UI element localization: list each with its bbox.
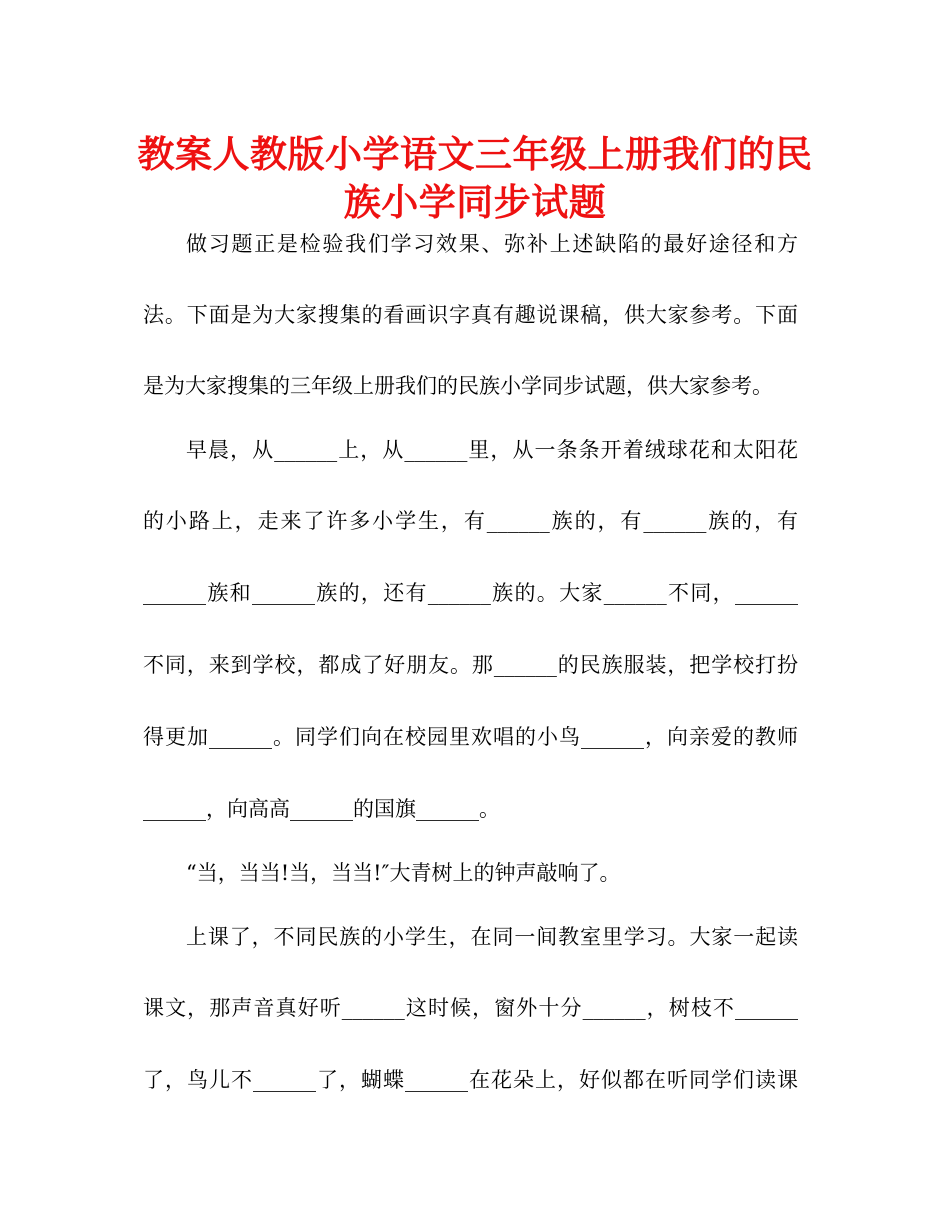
document-title-line-1: 教案人教版小学语文三年级上册我们的民 [137,133,813,176]
paragraph-exercise-line-3: ______族和______族的，还有______族的。大家______不同，______ [143,581,798,605]
document-title-line-2: 族小学同步试题 [343,181,607,224]
paragraph-exercise-line-6: ______，向高高______的国旗______。 [143,797,500,821]
paragraph-exercise-line-1: 早晨，从______上，从______里，从一条条开着绒球花和太阳花 [186,438,798,462]
paragraph-class-line-2: 课文，那声音真好听______这时候，窗外十分______，树枝不______ [143,996,798,1020]
paragraph-intro-line-3: 是为大家搜集的三年级上册我们的民族小学同步试题，供大家参考。 [143,374,773,398]
paragraph-exercise-line-2: 的小路上，走来了许多小学生，有______族的，有______族的，有 [143,509,798,533]
paragraph-exercise-line-4: 不同，来到学校，都成了好朋友。那______的民族服装，把学校打扮 [143,653,798,677]
paragraph-intro-line-2: 法。下面是为大家搜集的看画识字真有趣说课稿，供大家参考。下面 [143,303,798,327]
paragraph-bell-line: “当，当当!当，当当!″大青树上的钟声敲响了。 [186,861,621,885]
paragraph-class-line-1: 上课了，不同民族的小学生，在同一间教室里学习。大家一起读 [186,925,798,949]
paragraph-class-line-3: 了，鸟儿不______了，蝴蝶______在花朵上，好似都在听同学们读课 [143,1068,798,1092]
paragraph-intro-line-1: 做习题正是检验我们学习效果、弥补上述缺陷的最好途径和方 [186,232,798,256]
paragraph-exercise-line-5: 得更加______。同学们向在校园里欢唱的小鸟______，向亲爱的教师 [143,725,798,749]
